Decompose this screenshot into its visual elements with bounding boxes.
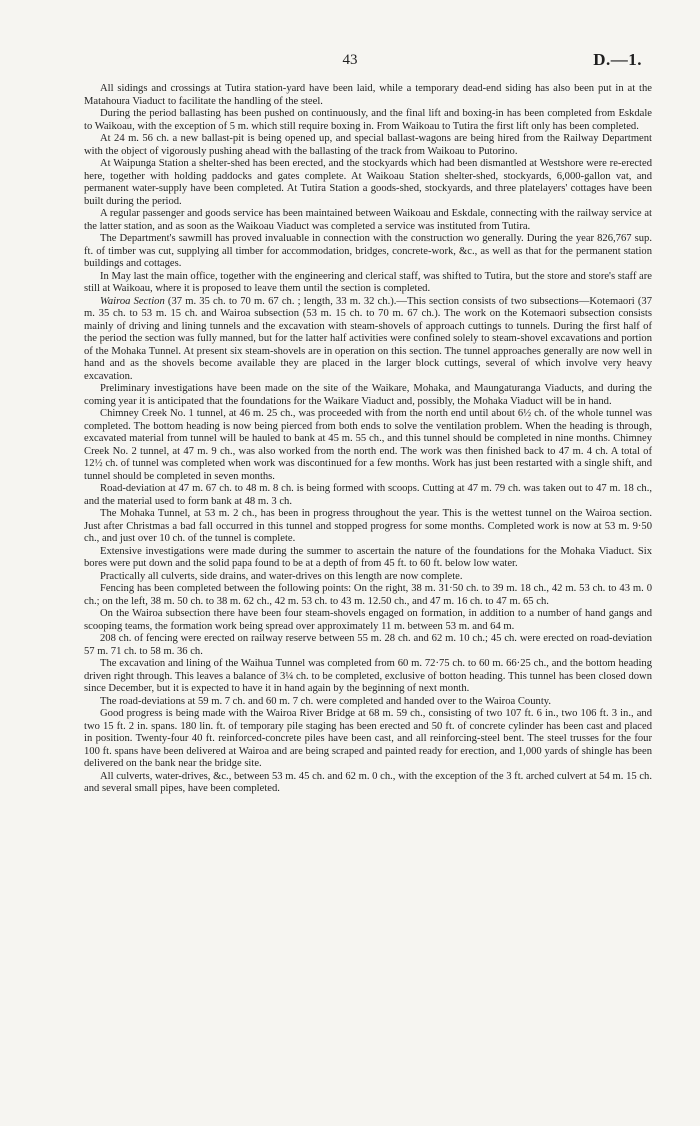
paragraph: Practically all culverts, side drains, and water-drives on this length are now complete. xyxy=(100,570,463,582)
paragraph: At 24 m. 56 ch. a new ballast-pit is being opened up, and special ballast-wagons are being hired from the Railway Department with the object of vigorously pushing ahead with the ballasting of the track from Waikoau to Putorino. xyxy=(84,133,652,157)
paragraph: Preliminary investigations have been made on the site of the Waikare, Mohaka, and Maungaturanga Viaducts, and during the coming year it is anticipated that the foundations for the Waikare Viaduct and, possibly, the Mohaka Viaduct will be in hand. xyxy=(84,383,652,407)
wairoa-section-paragraph xyxy=(84,296,652,384)
paragraph: Good progress is being made with the Wairoa River Bridge at 68 m. 59 ch., consisting of two 107 ft. 6 in., two 106 ft. 3 in., and two 15 ft. 2 in. spans. 180 lin. ft. of temporary pile staging has been erected and 50 ft. of concrete cylinder has been cast and placed in position. Twenty-four 40 ft. reinforced-concrete piles have been cast, and all reinforcing-steel bent. The steel trusses for the four 100 ft. spans have been delivered at Wairoa and are being scraped and painted ready for erection, and 1,000 yards of shingle has been delivered on the bank near the bridge site. xyxy=(84,708,652,769)
document-reference: D.—1. xyxy=(593,50,642,69)
paragraph: On the Wairoa subsection there have been four steam-shovels engaged on formation, in addition to a number of hand gangs and scooping teams, the formation work being spread over approximately 11 m. between 53 m. and 64 m. xyxy=(84,608,652,632)
paragraph: The Department's sawmill has proved invaluable in connection with the construction wo generally. During the year 826,767 sup. ft. of timber was cut, supplying all timber for accommodation, bridges, concrete-work, &c., as well as that for the permanent station buildings and cottages. xyxy=(84,233,652,269)
paragraph: Extensive investigations were made during the summer to ascertain the nature of the foundations for the Mohaka Viaduct. Six bores were put down and the solid papa found to be at a depth of from 45 ft. to 60 ft. below low water. xyxy=(84,545,652,569)
paragraph: A regular passenger and goods service has been maintained between Waikoau and Eskdale, connecting with the railway service at the latter station, and as soon as the Waikoau Viaduct was completed a service was instituted from Tutira. xyxy=(84,208,652,232)
paragraph: Chimney Creek No. 1 tunnel, at 46 m. 25 ch., was proceeded with from the north end until about 6½ ch. of the whole tunnel was completed. The bottom heading is now being pierced from both ends to solve the ventilation problem. When the heading is through, excavated material from tunnel will be hauled to bank at 45 m. 55 ch., and this tunnel should be completed in nine months. Chimney Creek No. 2 tunnel, at 47 m. 9 ch., was also worked from the north end. The work was then finished back to 47 m. 4 ch. A total of 12½ ch. of tunnel was completed when work was discontinued for a few months. Work has just been restarted with a single shift, and tunnel should be completed in seven months. xyxy=(84,408,652,482)
paragraph: All culverts, water-drives, &c., between 53 m. 45 ch. and 62 m. 0 ch., with the exception of the 3 ft. arched culvert at 54 m. 15 ch. and several small pipes, have been completed. xyxy=(84,770,652,794)
section-title: Wairoa Section xyxy=(100,295,165,307)
paragraph: 208 ch. of fencing were erected on railway reserve between 55 m. 28 ch. and 62 m. 10 ch.; 45 ch. were erected on road-deviation 57 m. 71 ch. to 58 m. 36 ch. xyxy=(84,633,652,657)
paragraph: The road-deviations at 59 m. 7 ch. and 60 m. 7 ch. were completed and handed over to the Wairoa County. xyxy=(100,695,552,707)
paragraph: All sidings and crossings at Tutira station-yard have been laid, while a temporary dead-end siding has also been put in at the Matahoura Viaduct to facilitate the handling of the steel. xyxy=(84,83,652,107)
page-number: 43 xyxy=(342,52,358,68)
paragraph: The Mohaka Tunnel, at 53 m. 2 ch., has been in progress throughout the year. This is the wettest tunnel on the Wairoa section. Just after Christmas a bad fall occurred in this tunnel and stopped progress for some months. Completed work is now at 53 m. 9·50 ch., and just over 10 ch. of the tunnel is complete. xyxy=(84,508,652,544)
paragraph: In May last the main office, together with the engineering and clerical staff, was shifted to Tutira, but the store and store's staff are still at Waikoau, where it is proposed to leave them until the section is completed. xyxy=(84,270,652,294)
paragraph: The excavation and lining of the Waihua Tunnel was completed from 60 m. 72·75 ch. to 60 m. 66·25 ch., and the bottom heading driven right through. This leaves a balance of 3¼ ch. to be completed, exclusive of botton heading. This tunnel has been closed down since December, but it is expected to have it in hand again by the beginning of next month. xyxy=(84,658,652,694)
section-text: (37 m. 35 ch. to 70 m. 67 ch. ; length, 33 m. 32 ch.).—This section consists of two subsections—Kotemaori (37 m. 35 ch. to 53 m. 15 ch. and Wairoa subsection (53 m. 15 ch. to 70 m. 67 ch.). The work on the Kotemaori subsection consists mainly of driving and lining tunnels and the excavation with steam-shovels of approach cuttings to tunnels. During the first half of the period the section was fully manned, but for the latter half activities were confined solely to steam-shovel excavations and portion of the Mohaka Tunnel. At present six steam-shovels are in operation on this section. The tunnel approaches generally are now well in hand and as the shovels become available they are placed in the larger block cuttings, several of which involve very heavy excavation. xyxy=(84,295,652,382)
body-text xyxy=(84,83,652,796)
paragraph: At Waipunga Station a shelter-shed has been erected, and the stockyards which had been dismantled at Westshore were re-erected here, together with holding paddocks and gates complete. At Waikoau Station shelter-shed, stockyards, 6,000-gallon vat, and permanent water-supply have been completed. At Tutira Station a goods-shed, stockyards, and three platelayers' cottages have been built during the period. xyxy=(84,158,652,207)
paragraph: Road-deviation at 47 m. 67 ch. to 48 m. 8 ch. is being formed with scoops. Cutting at 47 m. 79 ch. was taken out to 47 m. 18 ch., and the material used to form bank at 48 m. 3 ch. xyxy=(84,483,652,507)
paragraph: Fencing has been completed between the following points: On the right, 38 m. 31·50 ch. to 39 m. 18 ch., 42 m. 53 ch. to 43 m. 0 ch.; on the left, 38 m. 50 ch. to 38 m. 62 ch., 42 m. 53 ch. to 43 m. 12.50 ch., and 47 m. 16 ch. to 47 m. 65 ch. xyxy=(84,583,652,607)
paragraph: During the period ballasting has been pushed on continuously, and the final lift and boxing-in has been completed from Eskdale to Waikoau, with the exception of 5 m. which still require boxing in. From Waikoau to Tutira the first lift only has been completed. xyxy=(84,108,652,132)
